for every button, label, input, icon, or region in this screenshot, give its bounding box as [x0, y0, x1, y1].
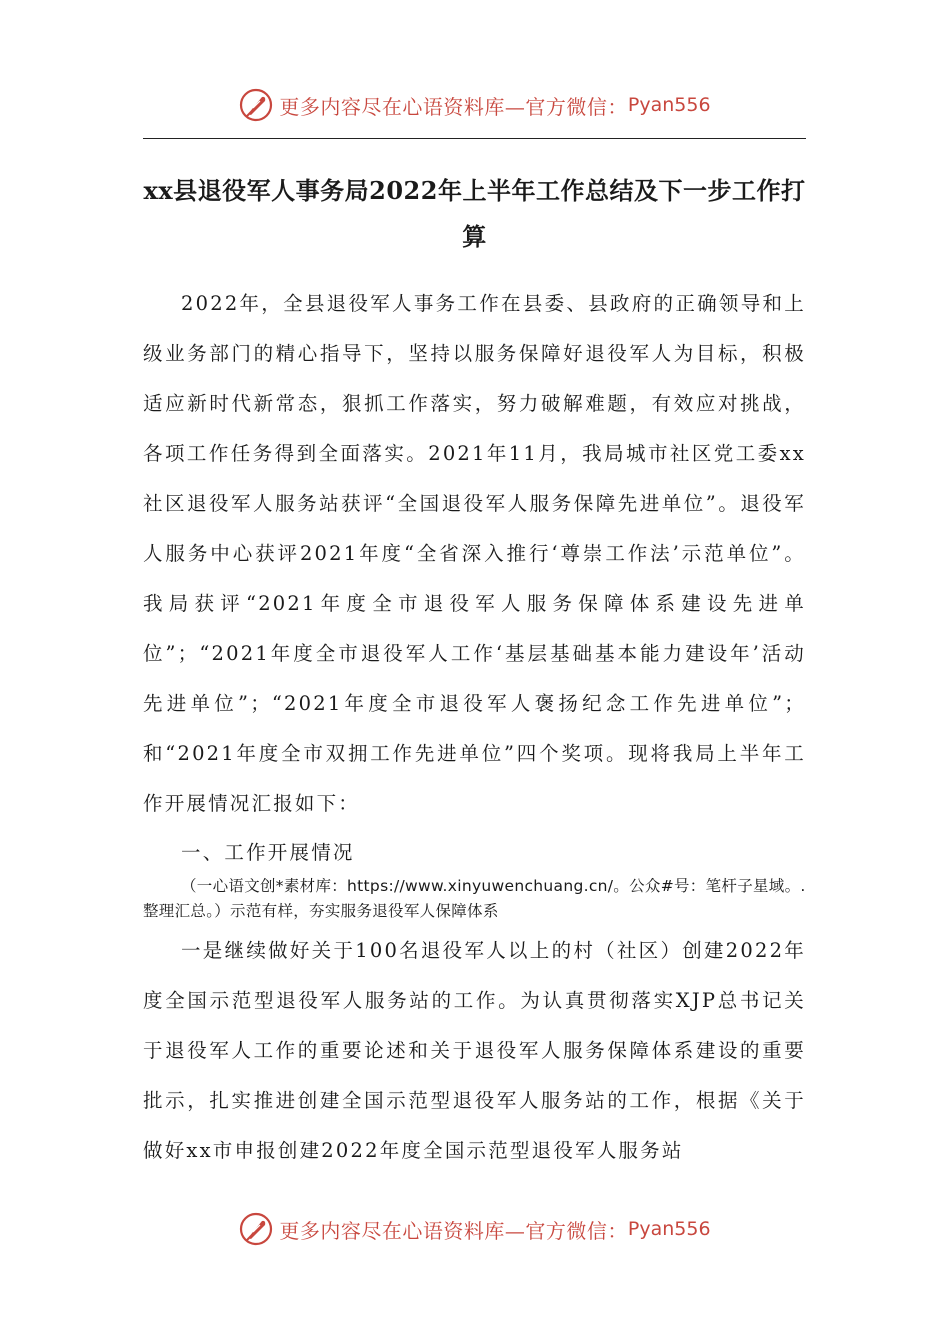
feather-pen-logo-icon [239, 88, 273, 122]
paragraph-intro: 2022年，全县退役军人事务工作在县委、县政府的正确领导和上级业务部门的精心指导下，坚持以服务保障好退役军人为目标，积极适应新时代新常态，狠抓工作落实，努力破解难题，有效应对挑战，各项工作任务得到全面落实。2021年11月，我局城市社区党工委xx社区退役军人服务站获评“全国退役军人服务保障先进单位”。退役军人服务中心获评2021年度“全省深入推行‘尊崇工作法’示范单位”。我局获评“2021年度全市退役军人服务保障体系建设先进单位”；“2021年度全市退役军人工作‘基层基础基本能力建设年’活动先进单位”；“2021年度全市退役军人褒扬纪念工作先进单位”；和“2021年度全市双拥工作先进单位”四个奖项。现将我局上半年工作开展情况汇报如下： [143, 292, 806, 815]
banner-contact: Pyan556 [627, 1218, 711, 1240]
document-title: xx县退役军人事务局2022年上半年工作总结及下一步工作打算 [143, 176, 806, 251]
banner-text: 更多内容尽在心语资料库—官方微信： [279, 1218, 628, 1243]
feather-pen-logo-icon [239, 1212, 273, 1246]
footer-banner [0, 1209, 950, 1249]
section-heading: 一、工作开展情况 [181, 841, 355, 864]
header-banner [0, 85, 950, 125]
source-note: （一心语文创*素材库：https://www.xinyuwenchuang.cn/。公众#号：笔杆子星域。.整理汇总。）示范有样，夯实服务退役军人保障体系 [143, 877, 806, 920]
banner-contact: Pyan556 [627, 94, 711, 116]
banner-text: 更多内容尽在心语资料库—官方微信： [279, 94, 628, 119]
paragraph-point-one: 一是继续做好关于100名退役军人以上的村（社区）创建2022年度全国示范型退役军人服务站的工作。为认真贯彻落实XJP总书记关于退役军人工作的重要论述和关于退役军人服务保障体系建设的重要批示，扎实推进创建全国示范型退役军人服务站的工作，根据《关于做好xx市申报创建2022年度全国示范型退役军人服务站 [143, 939, 806, 1162]
header-divider [143, 138, 806, 139]
